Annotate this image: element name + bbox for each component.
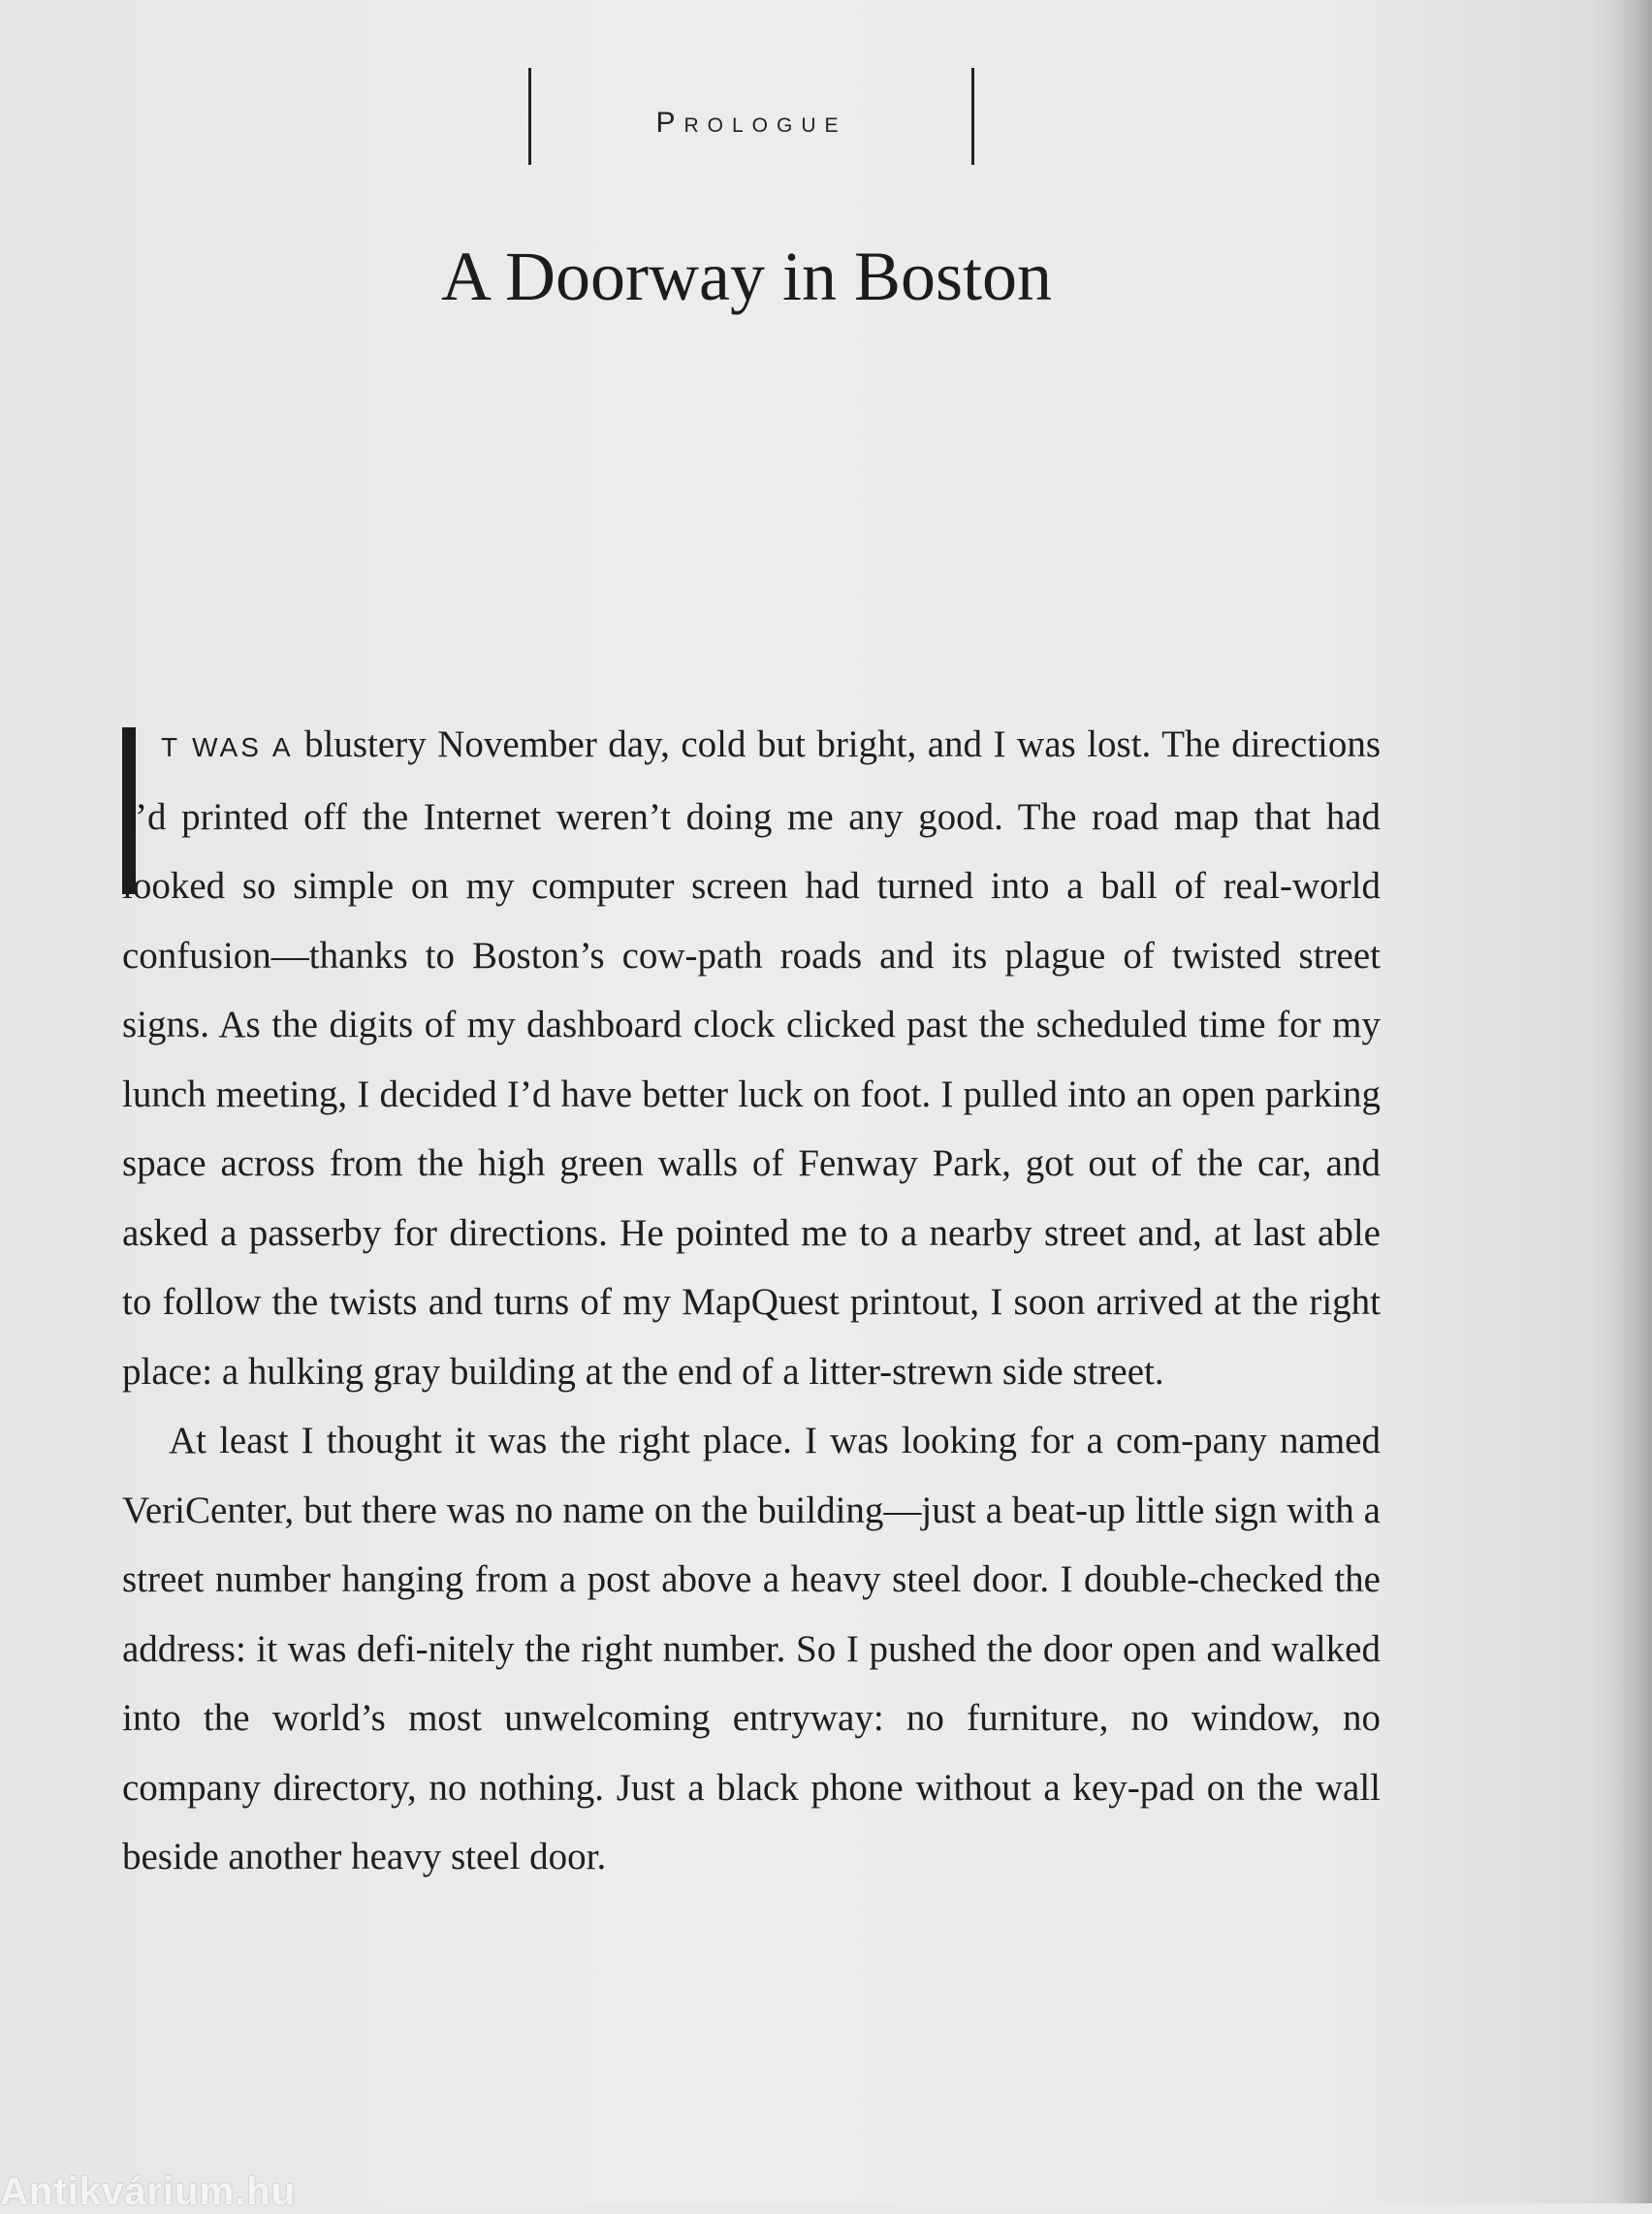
first-paragraph bbox=[122, 710, 1381, 1406]
section-header bbox=[528, 68, 974, 165]
header-rule-right bbox=[971, 68, 974, 165]
first-paragraph-text: blustery November day, cold but bright, and I was lost. The directions I’d printed off the Internet weren’t doing me any good. The road map that had looked so simple on my computer screen had turned into a ball of real-world confusion—thanks to Boston’s cow-path roads and its plague of twisted street signs. As the digits of my dashboard clock clicked past the scheduled time for my lunch meeting, I decided I’d have better luck on foot. I pulled into an open parking space across from the high green walls of Fenway Park, got out of the car, and asked a passerby for directions. He pointed me to a nearby street and, at last able to follow the twists and turns of my MapQuest printout, I soon arrived at the right place: a hulking gray building at the end of a litter-strewn side street. bbox=[122, 723, 1382, 1393]
page-edge-shadow bbox=[1613, 0, 1652, 2203]
second-paragraph: At least I thought it was the right place. I was looking for a com-pany named VeriCenter, but there was no name on the building—just a beat-up little sign with a street number hanging from a post above a heavy steel door. I double-checked the address: it was defi-nitely the right number. So I pushed the door open and walked into the world’s most unwelcoming entryway: no furniture, no window, no company directory, no nothing. Just a black phone without a key-pad on the wall beside another heavy steel door. bbox=[122, 1420, 1381, 1877]
lead-in-caps: T WAS A bbox=[161, 732, 294, 762]
watermark: Antikvárium.hu bbox=[0, 2170, 297, 2213]
body-text bbox=[122, 710, 1381, 1892]
section-label: Prologue bbox=[655, 107, 847, 139]
chapter-title: A Doorway in Boston bbox=[441, 238, 1052, 315]
